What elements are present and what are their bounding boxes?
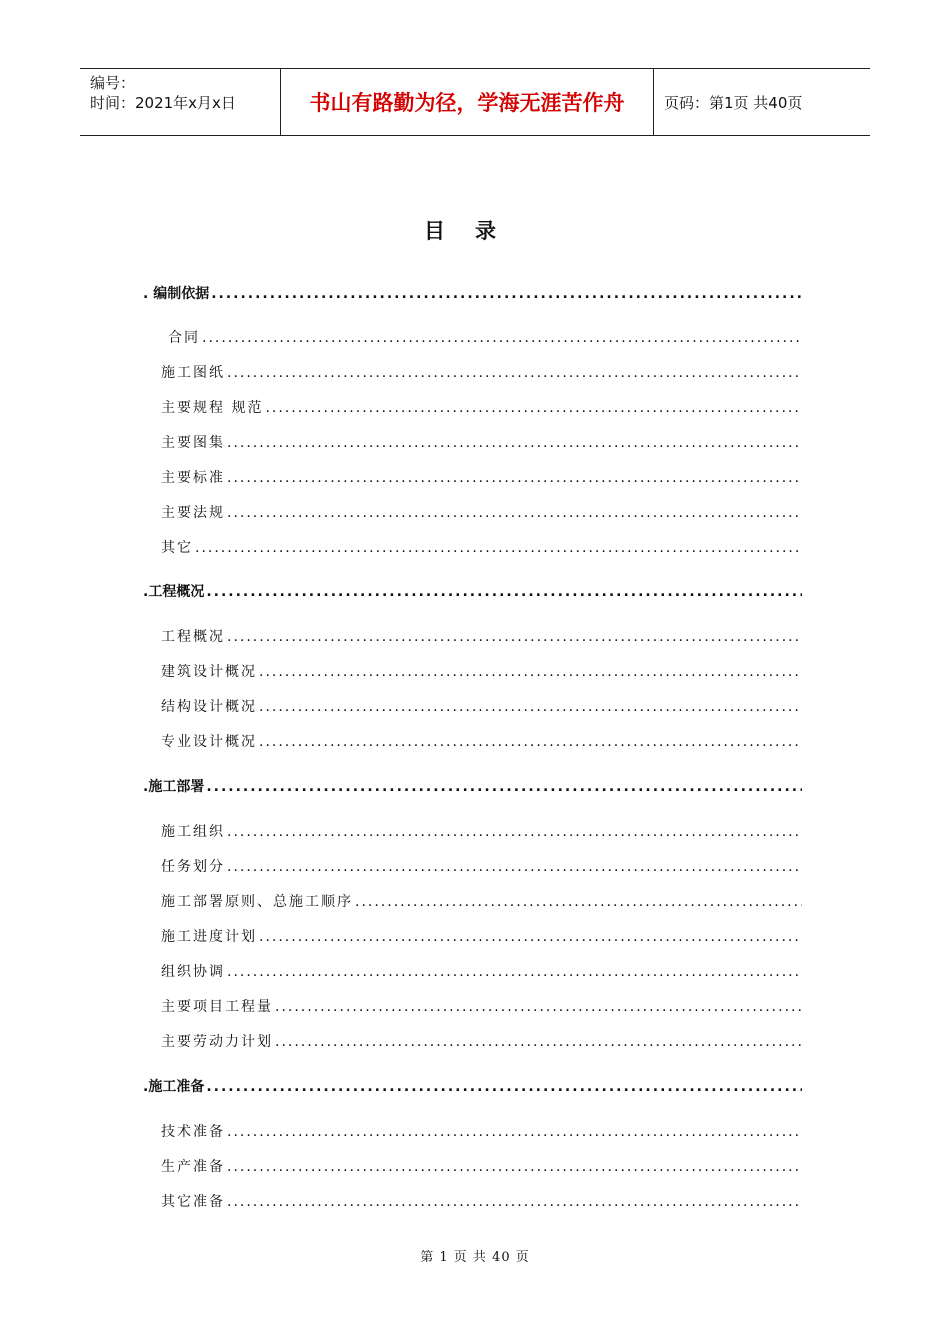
toc-leader-dots [195, 540, 802, 556]
toc-entry[interactable] [161, 397, 802, 417]
toc-entry-label: 结构设计概况 [161, 699, 257, 715]
toc-entry-label: 施工进度计划 [161, 929, 257, 945]
toc-entry-label: 合同 [168, 330, 200, 346]
toc-entry[interactable] [161, 1121, 802, 1141]
toc-entry-label: 任务划分 [161, 859, 225, 875]
toc-leader-dots [227, 435, 802, 451]
toc-leader-dots [227, 1124, 802, 1140]
toc-entry[interactable] [161, 537, 802, 557]
toc-leader-dots [227, 629, 802, 645]
toc-entry[interactable] [161, 856, 802, 876]
toc-entry-label: 施工部署原则、总施工顺序 [161, 894, 353, 910]
toc-entry[interactable] [161, 362, 802, 382]
toc-leader-dots [227, 964, 802, 980]
header-motto: 书山有路勤为径，学海无涯苦作舟 [281, 69, 654, 135]
toc-leader-dots [206, 779, 802, 795]
toc-leader-dots [259, 699, 802, 715]
document-number-label: 编号： [90, 74, 136, 92]
toc-leader-dots [206, 1079, 802, 1095]
toc-entry[interactable] [161, 926, 802, 946]
toc-leader-dots [227, 859, 802, 875]
toc-entry-label: 施工组织 [161, 824, 225, 840]
toc-leader-dots [227, 470, 802, 486]
toc-leader-dots [227, 1194, 802, 1210]
toc-entry-label: 主要项目工程量 [161, 999, 273, 1015]
toc-entry[interactable] [161, 821, 802, 841]
toc-entry-label: .施工准备 [143, 1079, 205, 1095]
header-page-info: 页码：第1页 共40页 [664, 93, 803, 112]
toc-entry[interactable] [161, 1156, 802, 1176]
toc-leader-dots [206, 584, 802, 600]
toc-entry-label: 技术准备 [161, 1124, 225, 1140]
page-footer: 第 1 页 共 40 页 [420, 1250, 530, 1265]
toc-leader-dots [265, 400, 802, 416]
document-time-label: 时间：2021年x月x日 [90, 94, 236, 112]
toc-entry[interactable] [161, 1031, 802, 1051]
toc-entry-label: 组织协调 [161, 964, 225, 980]
toc-leader-dots [259, 734, 802, 750]
toc-leader-dots [275, 1034, 802, 1050]
toc-section-heading[interactable] [143, 581, 802, 601]
toc-entry[interactable] [161, 961, 802, 981]
toc-leader-dots [227, 365, 802, 381]
toc-leader-dots [211, 286, 802, 302]
toc-entry[interactable] [161, 626, 802, 646]
toc-entry-label: .施工部署 [143, 779, 205, 795]
header-meta [80, 69, 281, 135]
toc-entry[interactable] [161, 996, 802, 1016]
toc-entry[interactable] [161, 467, 802, 487]
toc-entry-label: 其它准备 [161, 1194, 225, 1210]
toc-entry[interactable] [168, 327, 802, 347]
document-title: 目录 [424, 219, 526, 243]
toc-leader-dots [275, 999, 802, 1015]
toc-entry-label: 生产准备 [161, 1159, 225, 1175]
toc-entry-label: . 编制依据 [143, 286, 210, 302]
toc-entry-label: .工程概况 [143, 584, 205, 600]
toc-entry-label: 主要标准 [161, 470, 225, 486]
toc-entry-label: 主要劳动力计划 [161, 1034, 273, 1050]
toc-entry-label: 其它 [161, 540, 193, 556]
toc-section-heading[interactable] [143, 283, 802, 303]
toc-leader-dots [259, 929, 802, 945]
toc-section-heading[interactable] [143, 776, 802, 796]
toc-entry[interactable] [161, 696, 802, 716]
toc-leader-dots [227, 1159, 802, 1175]
toc-entry-label: 主要图集 [161, 435, 225, 451]
toc-entry[interactable] [161, 661, 802, 681]
toc-entry[interactable] [161, 502, 802, 522]
toc-entry-label: 主要法规 [161, 505, 225, 521]
page-header [80, 68, 870, 136]
toc-entry[interactable] [161, 1191, 802, 1211]
toc-entry[interactable] [161, 891, 802, 911]
toc-entry[interactable] [161, 731, 802, 751]
toc-section-heading[interactable] [143, 1076, 802, 1096]
toc-entry-label: 专业设计概况 [161, 734, 257, 750]
toc-leader-dots [355, 894, 802, 910]
toc-leader-dots [227, 824, 802, 840]
toc-entry[interactable] [161, 432, 802, 452]
toc-entry-label: 工程概况 [161, 629, 225, 645]
toc-entry-label: 主要规程 规范 [161, 400, 264, 416]
toc-entry-label: 施工图纸 [161, 365, 225, 381]
toc-leader-dots [202, 330, 802, 346]
toc-leader-dots [259, 664, 802, 680]
toc-leader-dots [227, 505, 802, 521]
toc-entry-label: 建筑设计概况 [161, 664, 257, 680]
